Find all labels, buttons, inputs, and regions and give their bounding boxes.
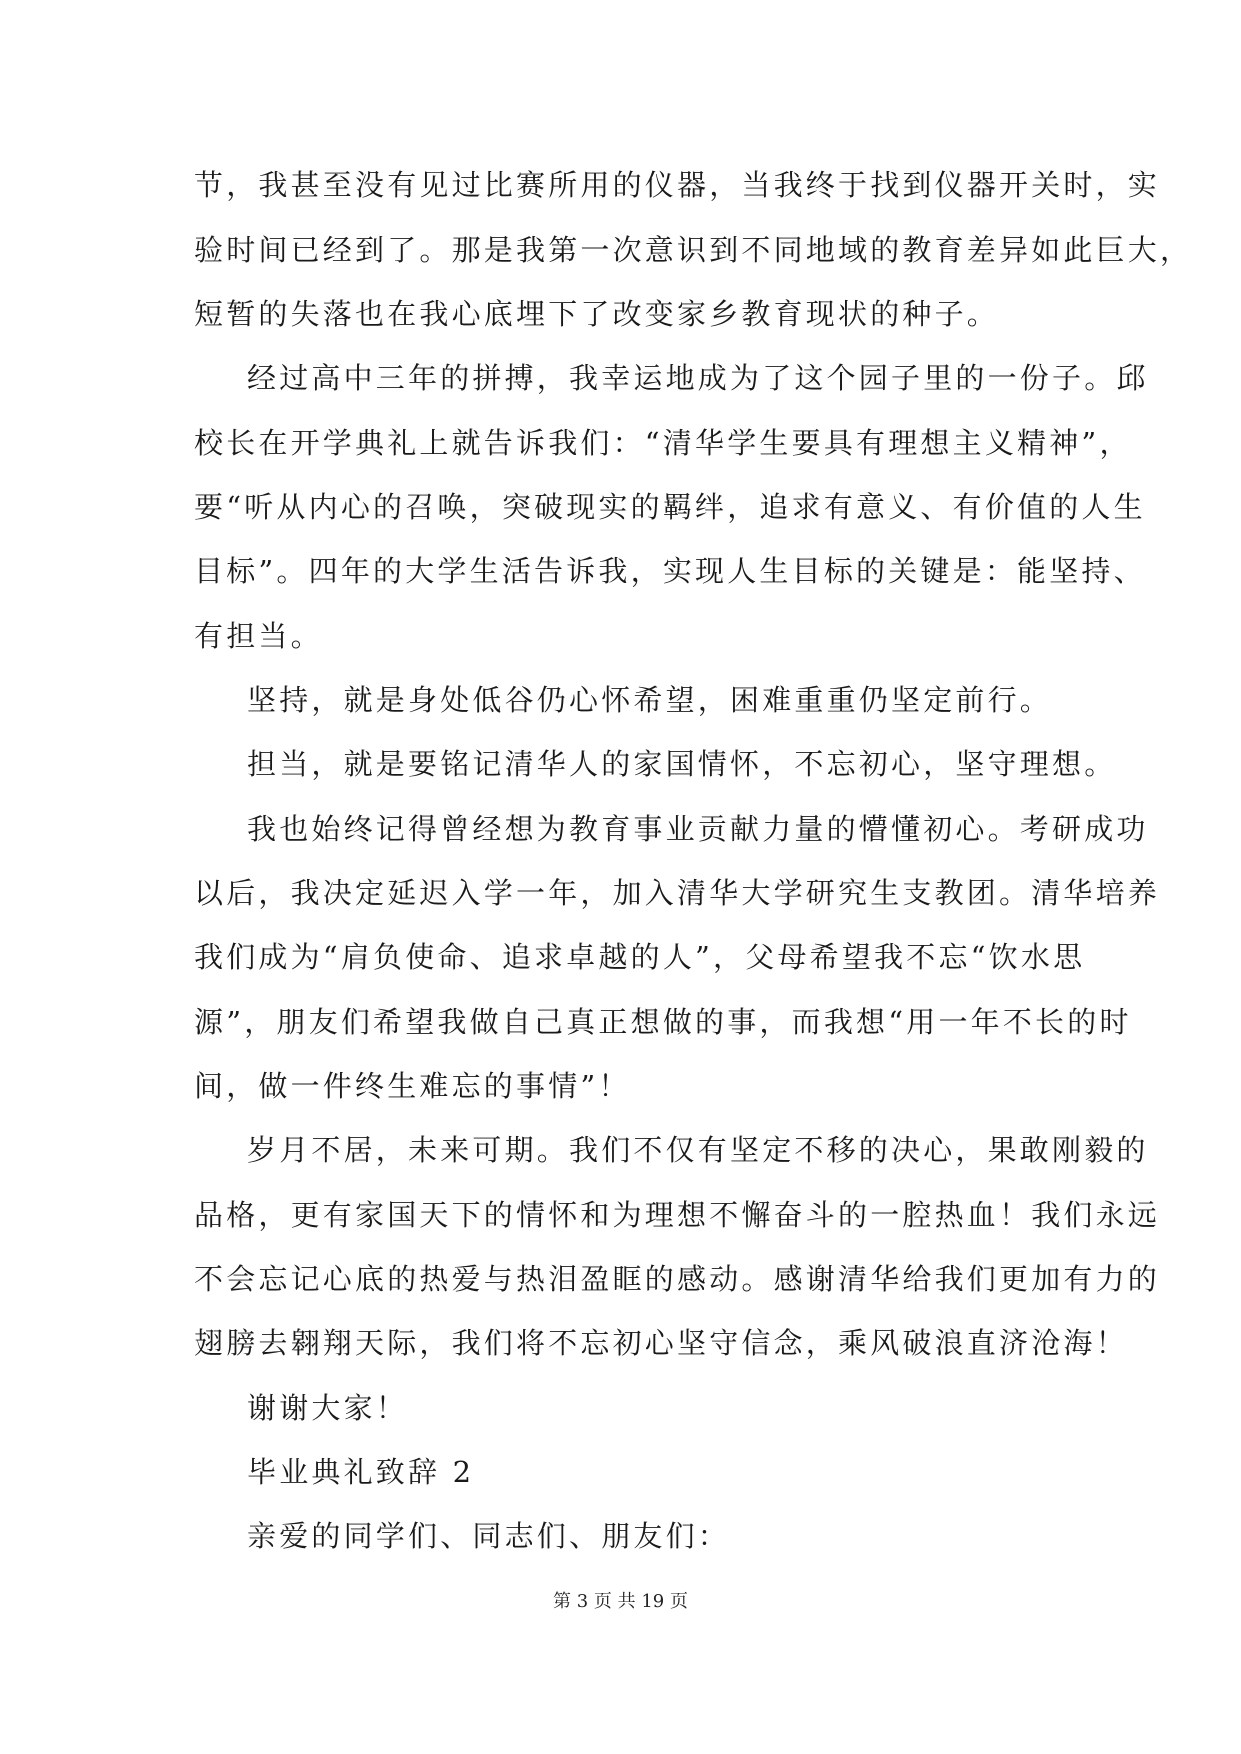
text-line-7: 目标”。四年的大学生活告诉我，实现人生目标的关键是：能坚持、 <box>194 554 1146 588</box>
text-line-10: 担当，就是要铭记清华人的家国情怀，不忘初心，坚守理想。 <box>247 747 1117 781</box>
text-line-11: 我也始终记得曾经想为教育事业贡献力量的懵懂初心。考研成功 <box>247 812 1149 846</box>
text-line-14: 源”，朋友们希望我做自己真正想做的事，而我想“用一年不长的时 <box>194 1005 1132 1039</box>
text-line-13: 我们成为“肩负使命、追求卓越的人”，父母希望我不忘“饮水思 <box>194 940 1086 974</box>
text-line-1: 节，我甚至没有见过比赛所用的仪器，当我终于找到仪器开关时，实 <box>194 168 1161 202</box>
page-footer: 第 3 页 共 19 页 <box>553 1591 688 1612</box>
section-heading: 毕业典礼致辞 2 <box>247 1455 475 1489</box>
text-line-6: 要“听从内心的召唤，突破现实的羁绊，追求有意义、有价值的人生 <box>194 490 1146 524</box>
text-line-19: 翅膀去翱翔天际，我们将不忘初心坚守信念，乘风破浪直济沧海！ <box>194 1326 1128 1360</box>
text-line-9: 坚持，就是身处低谷仍心怀希望，困难重重仍坚定前行。 <box>247 683 1053 717</box>
text-line-5: 校长在开学典礼上就告诉我们：“清华学生要具有理想主义精神”， <box>194 426 1132 460</box>
text-line-8: 有担当。 <box>194 619 323 653</box>
text-line-3: 短暂的失落也在我心底埋下了改变家乡教育现状的种子。 <box>194 297 1000 331</box>
text-line-17: 品格，更有家国天下的情怀和为理想不懈奋斗的一腔热血！我们永远 <box>194 1198 1161 1232</box>
text-line-20: 谢谢大家！ <box>247 1391 409 1425</box>
text-line-12: 以后，我决定延迟入学一年，加入清华大学研究生支教团。清华培养 <box>194 876 1161 910</box>
text-line-4: 经过高中三年的拼搏，我幸运地成为了这个园子里的一份子。邱 <box>247 361 1149 395</box>
text-line-2: 验时间已经到了。那是我第一次意识到不同地域的教育差异如此巨大， <box>194 233 1193 267</box>
text-line-16: 岁月不居，未来可期。我们不仅有坚定不移的决心，果敢刚毅的 <box>247 1133 1149 1167</box>
text-line-18: 不会忘记心底的热爱与热泪盈眶的感动。感谢清华给我们更加有力的 <box>194 1262 1161 1296</box>
text-line-15: 间，做一件终生难忘的事情”！ <box>194 1069 631 1103</box>
salutation-line: 亲爱的同学们、同志们、朋友们： <box>247 1519 731 1553</box>
